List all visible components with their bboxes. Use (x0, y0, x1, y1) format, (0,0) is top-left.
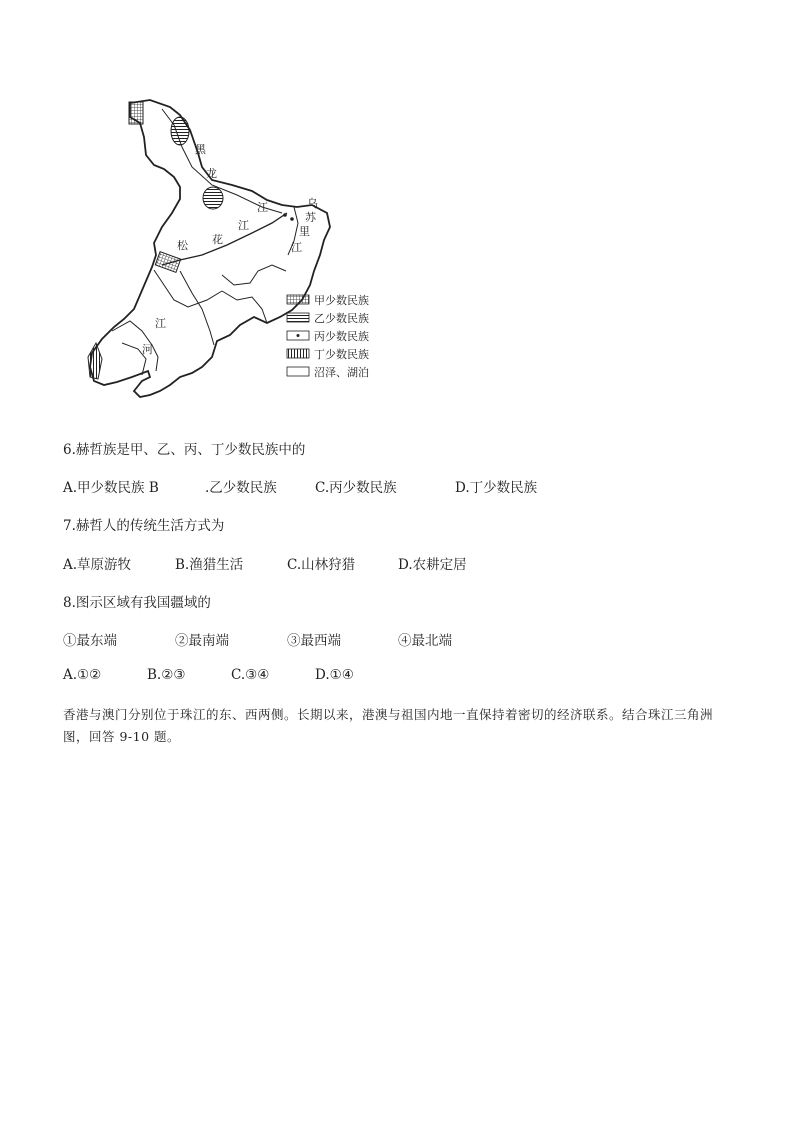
map-label-he: 河 (142, 343, 153, 356)
q8-item-4: ④最北端 (398, 633, 452, 649)
ethnic-jia-area-north (129, 102, 143, 124)
question-7: 7.赫哲人的传统生活方式为 (63, 518, 225, 534)
q6-option-a: A.甲少数民族 B (63, 480, 159, 496)
question-6: 6.赫哲族是甲、乙、丙、丁少数民族中的 (63, 442, 306, 458)
legend-label-yi: 乙少数民族 (314, 312, 369, 325)
map-label-hei: 黑 (195, 143, 206, 156)
q6-option-d: D.丁少数民族 (455, 480, 538, 496)
q8-option-b: B.②③ (147, 667, 186, 683)
ethnic-yi-area-north (171, 117, 189, 145)
legend-label-swamp: 沼泽、湖泊 (314, 366, 369, 379)
question-8: 8.图示区域有我国疆域的 (63, 595, 211, 611)
map-label-song: 松 (177, 239, 188, 252)
legend-label-ding: 丁少数民族 (314, 348, 369, 361)
map-label-long: 龙 (206, 167, 217, 180)
map-label-jiang-3: 江 (291, 241, 302, 254)
map-label-jiang-4: 江 (155, 317, 166, 330)
passage-9-10: 香港与澳门分别位于珠江的东、西两侧。长期以来，港澳与祖国内地一直保持着密切的经济联系。结合珠江三角洲图，回答 9-10 题。 (63, 707, 714, 744)
map-label-hua: 花 (212, 233, 223, 246)
ethnic-jia-area-southwest (155, 252, 180, 273)
legend-swatch-yi (287, 313, 309, 322)
map-label-wu: 乌 (307, 197, 318, 210)
q6-option-c: C.丙少数民族 (315, 480, 397, 496)
legend-swatch-swamp (287, 367, 309, 376)
map-label-jiang-2: 江 (238, 219, 249, 232)
map-label-li: 里 (299, 225, 310, 238)
q8-option-d: D.①④ (315, 667, 354, 683)
ethnic-bing-dot-2 (290, 217, 294, 221)
legend-swatch-jia (287, 295, 309, 304)
q8-item-2: ②最南端 (175, 633, 229, 649)
map-label-su: 苏 (305, 211, 316, 224)
ethnic-bing-dot-1 (283, 213, 287, 217)
q7-option-b: B.渔猎生活 (175, 557, 244, 573)
q6-option-b: .乙少数民族 (205, 480, 277, 496)
q8-option-c: C.③④ (231, 667, 270, 683)
q7-option-c: C.山林狩猎 (287, 557, 356, 573)
q8-item-3: ③最西端 (287, 633, 341, 649)
legend-swatch-ding (287, 349, 309, 358)
legend-label-jia: 甲少数民族 (314, 294, 369, 307)
q7-option-d: D.农耕定居 (398, 557, 467, 573)
ethnic-yi-area-central (203, 187, 223, 209)
ethnic-ding-area (88, 343, 102, 379)
legend-label-bing: 丙少数民族 (314, 330, 369, 343)
map-label-jiang-1: 江 (257, 201, 268, 214)
northeast-map (62, 95, 402, 405)
q8-item-1: ①最东端 (63, 633, 117, 649)
q7-option-a: A.草原游牧 (63, 557, 132, 573)
map-legend (287, 293, 369, 379)
q8-option-a: A.①② (63, 667, 102, 683)
